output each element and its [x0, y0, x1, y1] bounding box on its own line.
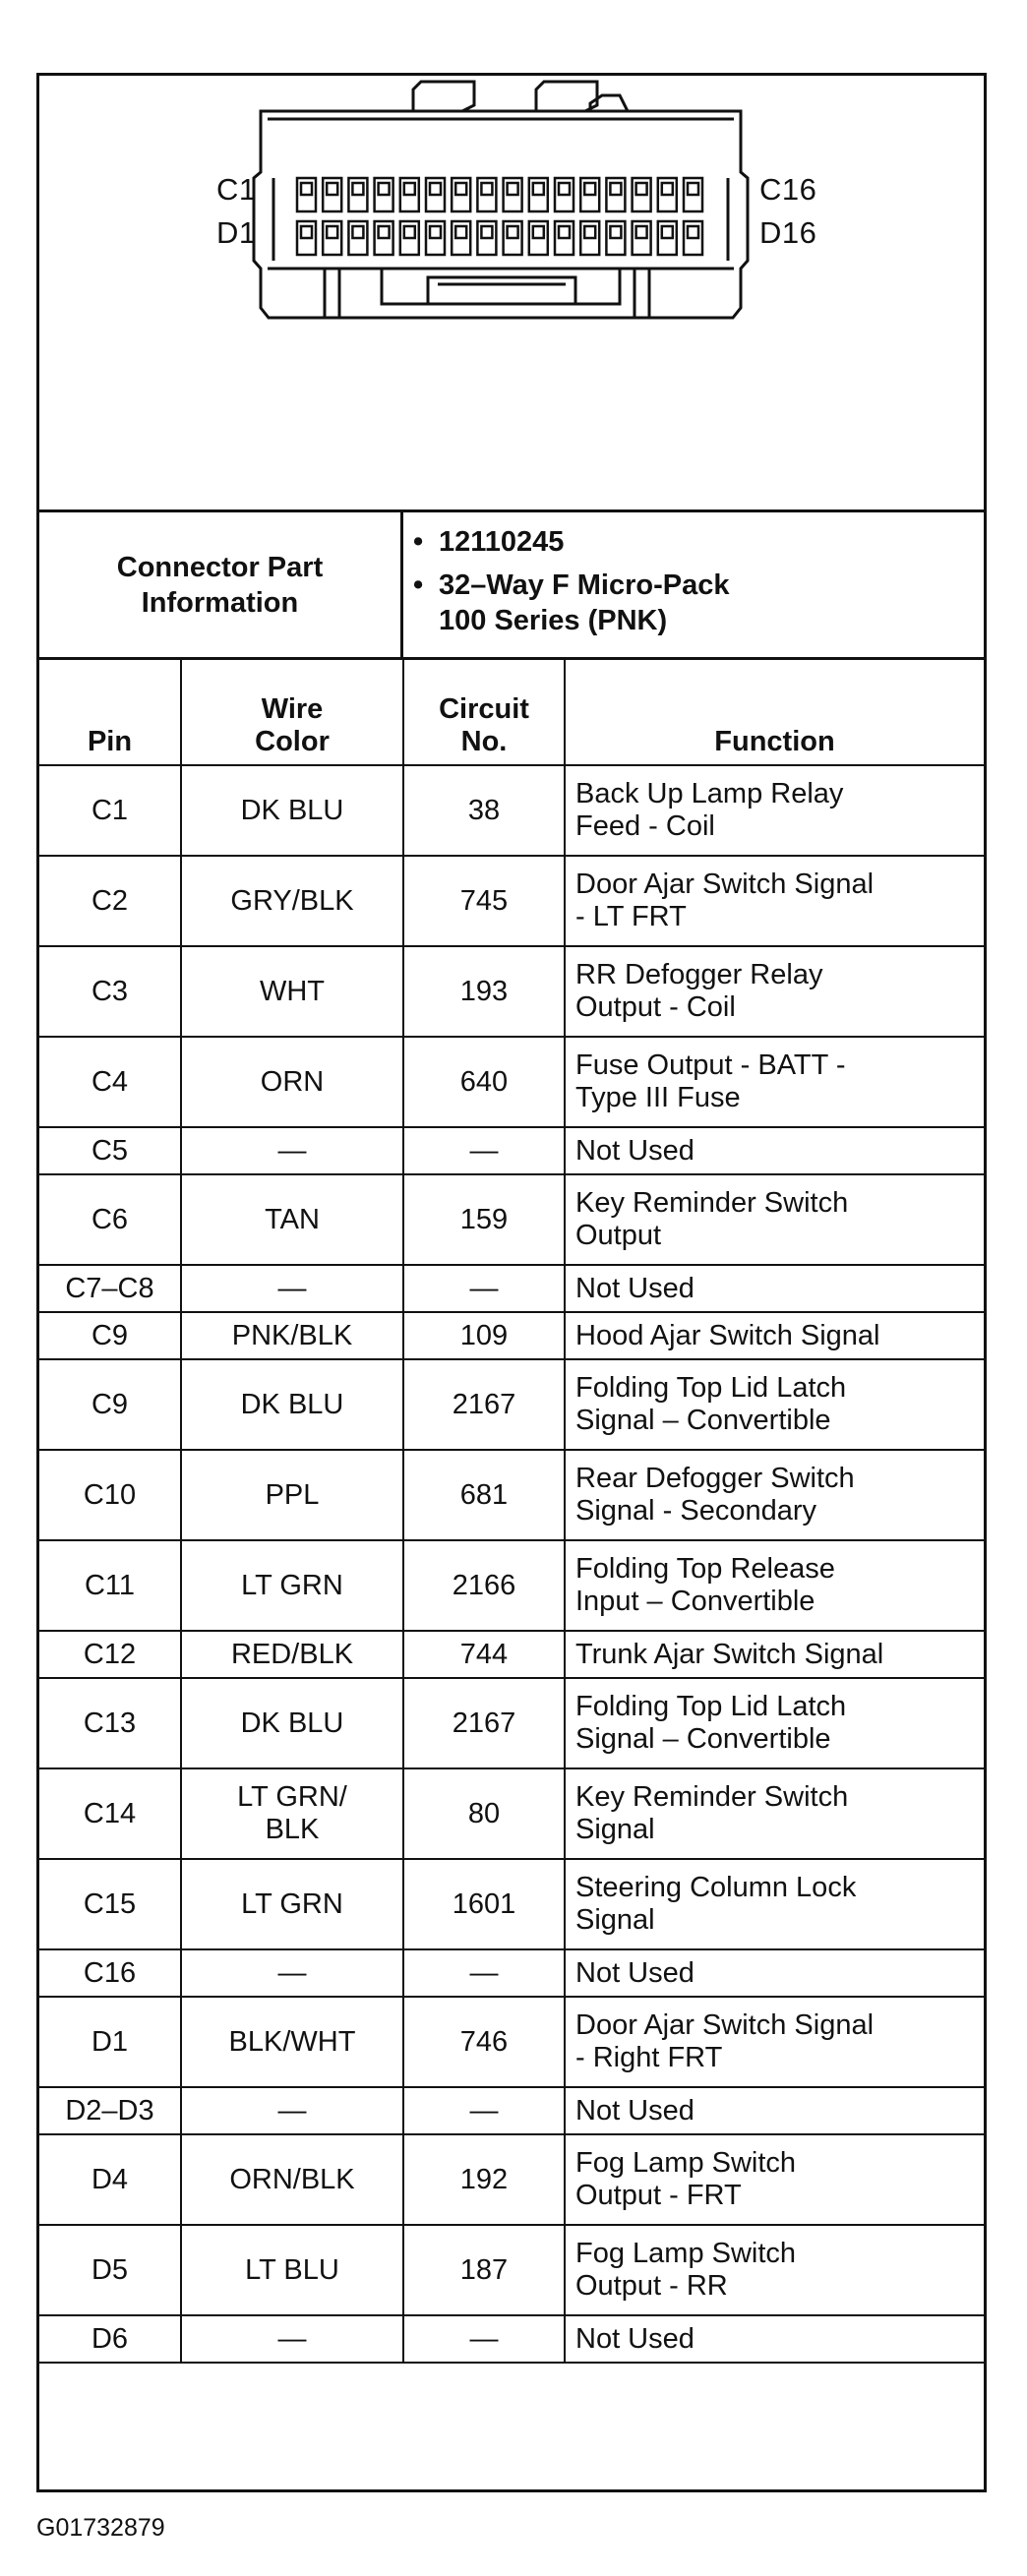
label-c1: C1	[216, 172, 257, 207]
wire-color-cell: PPL	[181, 1450, 403, 1540]
wire-color-line1: LT GRN/	[237, 1781, 347, 1813]
function-line1: Folding Top Lid Latch	[575, 1691, 847, 1722]
pin-cavity-contact	[559, 226, 570, 238]
pin-cavities	[297, 178, 702, 255]
function-line2: Signal - Secondary	[575, 1495, 817, 1527]
circuit-no-cell: 187	[403, 2225, 565, 2315]
pin-cavity-contact	[430, 183, 441, 195]
circuit-no-cell: 640	[403, 1037, 565, 1127]
wire-color-cell: —	[181, 1949, 403, 1997]
pin-cavity-contact	[404, 226, 415, 238]
header-pin: Pin	[39, 660, 181, 765]
table-row	[39, 1450, 984, 1540]
pin-cavity-contact	[584, 226, 595, 238]
pin-cell: C15	[39, 1859, 181, 1949]
header-wire-color	[181, 660, 403, 765]
info-bullets	[413, 524, 730, 638]
pin-cell: C1	[39, 765, 181, 856]
function-line1: Key Reminder Switch	[575, 1781, 849, 1813]
function-cell	[565, 1540, 984, 1631]
wire-color-cell: PNK/BLK	[181, 1312, 403, 1359]
bullet-icon: •	[413, 569, 424, 601]
pin-cavity-contact	[455, 226, 466, 238]
table-row	[39, 1678, 984, 1768]
function-line1: Back Up Lamp Relay	[575, 778, 844, 809]
wire-color-cell: LT GRN	[181, 1859, 403, 1949]
pin-cell: C13	[39, 1678, 181, 1768]
figure-id: G01732879	[36, 2514, 165, 2542]
connector-face-drawing	[39, 76, 984, 509]
table-header-row	[39, 660, 984, 765]
connector-type-line	[413, 568, 730, 638]
function-line1: Not Used	[575, 2094, 695, 2127]
circuit-no-cell: 681	[403, 1450, 565, 1540]
function-line2: Output - RR	[575, 2270, 728, 2302]
connector-type	[439, 568, 730, 638]
function-cell	[565, 1312, 984, 1359]
pin-cavity-contact	[533, 183, 544, 195]
label-d1: D1	[216, 215, 257, 250]
info-title	[39, 512, 403, 657]
pin-cell: C14	[39, 1768, 181, 1859]
table-row	[39, 946, 984, 1037]
function-line1: Key Reminder Switch	[575, 1187, 849, 1219]
pin-cavity-contact	[301, 183, 312, 195]
part-number: 12110245	[439, 526, 565, 558]
wire-color-cell: LT GRN	[181, 1540, 403, 1631]
function-cell	[565, 2087, 984, 2134]
pin-cavity-contact	[404, 183, 415, 195]
wire-color-cell: —	[181, 2315, 403, 2363]
function-cell	[565, 1127, 984, 1174]
header-circuit-no	[403, 660, 565, 765]
table-row	[39, 1265, 984, 1312]
table-row	[39, 1174, 984, 1265]
pin-cell: C11	[39, 1540, 181, 1631]
function-line1: Folding Top Release	[575, 1553, 835, 1585]
pin-cell: D2–D3	[39, 2087, 181, 2134]
bullet-icon: •	[413, 526, 424, 558]
function-cell	[565, 1265, 984, 1312]
circuit-no-cell: —	[403, 1127, 565, 1174]
pin-cell: D1	[39, 1997, 181, 2087]
table-row	[39, 765, 984, 856]
wire-color-cell: GRY/BLK	[181, 856, 403, 946]
table-row	[39, 2087, 984, 2134]
wire-color-cell: DK BLU	[181, 765, 403, 856]
pin-cell: C9	[39, 1359, 181, 1450]
pin-cell: C6	[39, 1174, 181, 1265]
pin-cavity-contact	[455, 183, 466, 195]
pin-cavity-contact	[301, 226, 312, 238]
circuit-no-cell: 2167	[403, 1359, 565, 1450]
function-line1: Not Used	[575, 1134, 695, 1167]
circuit-no-cell: 38	[403, 765, 565, 856]
table-row	[39, 1312, 984, 1359]
table-row	[39, 1127, 984, 1174]
function-line2: Input – Convertible	[575, 1586, 816, 1617]
function-line2: Output - Coil	[575, 991, 736, 1023]
connector-type-line1: 32–Way F Micro-Pack	[439, 569, 730, 601]
function-line1: Rear Defogger Switch	[575, 1463, 855, 1494]
pin-cavity-contact	[636, 226, 647, 238]
info-title-line2: Information	[141, 586, 299, 619]
pin-cavity-contact	[327, 226, 337, 238]
label-d16: D16	[759, 215, 817, 250]
wire-color-cell: ORN/BLK	[181, 2134, 403, 2225]
pin-cell: C7–C8	[39, 1265, 181, 1312]
pin-cavity-contact	[662, 226, 673, 238]
circuit-no-cell: 159	[403, 1174, 565, 1265]
wire-color-cell: WHT	[181, 946, 403, 1037]
table-row	[39, 2134, 984, 2225]
function-line1: Folding Top Lid Latch	[575, 1372, 847, 1404]
pin-cavity-contact	[584, 183, 595, 195]
header-function: Function	[565, 660, 984, 765]
circuit-no-cell: 193	[403, 946, 565, 1037]
circuit-no-cell: 1601	[403, 1859, 565, 1949]
pin-cell: C12	[39, 1631, 181, 1678]
pin-cavity-contact	[508, 183, 518, 195]
wire-color-cell: BLK/WHT	[181, 1997, 403, 2087]
function-cell	[565, 2134, 984, 2225]
circuit-no-cell: 745	[403, 856, 565, 946]
function-cell	[565, 1037, 984, 1127]
function-cell	[565, 1450, 984, 1540]
connector-part-info-row	[39, 512, 984, 660]
function-line2: - LT FRT	[575, 901, 687, 932]
function-line1: Trunk Ajar Switch Signal	[575, 1638, 884, 1670]
part-number-line	[413, 524, 730, 560]
function-line1: Not Used	[575, 1956, 695, 1989]
pin-cavity-contact	[352, 226, 363, 238]
wire-color-cell: —	[181, 2087, 403, 2134]
connector-type-line2: 100 Series (PNK)	[439, 605, 668, 636]
function-cell	[565, 1949, 984, 1997]
wire-color-cell: TAN	[181, 1174, 403, 1265]
table-row	[39, 856, 984, 946]
function-cell	[565, 1997, 984, 2087]
wire-color-cell: RED/BLK	[181, 1631, 403, 1678]
pin-cavity-contact	[636, 183, 647, 195]
pin-cavity-contact	[610, 183, 621, 195]
wire-color-cell: ORN	[181, 1037, 403, 1127]
pin-cavity-contact	[430, 226, 441, 238]
function-cell	[565, 1859, 984, 1949]
circuit-no-cell: —	[403, 1949, 565, 1997]
table-row	[39, 1768, 984, 1859]
pin-cavity-contact	[352, 183, 363, 195]
table-row	[39, 1359, 984, 1450]
pin-cell: D5	[39, 2225, 181, 2315]
circuit-no-cell: 80	[403, 1768, 565, 1859]
function-line2: Signal – Convertible	[575, 1405, 831, 1436]
function-line1: Hood Ajar Switch Signal	[575, 1319, 880, 1351]
circuit-no-cell: —	[403, 1265, 565, 1312]
function-line1: Fog Lamp Switch	[575, 2147, 797, 2179]
function-line2: Signal – Convertible	[575, 1723, 831, 1755]
function-cell	[565, 765, 984, 856]
table-row	[39, 1859, 984, 1949]
function-line1: Door Ajar Switch Signal	[575, 869, 875, 900]
function-cell	[565, 1768, 984, 1859]
wire-color-line2: BLK	[265, 1814, 320, 1845]
function-line2: Signal	[575, 1904, 655, 1936]
pin-cell: C4	[39, 1037, 181, 1127]
pin-cell: C5	[39, 1127, 181, 1174]
function-line2: Signal	[575, 1814, 655, 1845]
header-circuit-line1: Circuit	[439, 693, 529, 725]
table-row	[39, 1037, 984, 1127]
function-cell	[565, 2315, 984, 2363]
function-line2: Type III Fuse	[575, 1082, 741, 1113]
table-row	[39, 1949, 984, 1997]
function-cell	[565, 1631, 984, 1678]
pin-cavity-contact	[688, 226, 698, 238]
wire-color-cell	[181, 1768, 403, 1859]
function-line2: - Right FRT	[575, 2042, 723, 2073]
pin-cavity-contact	[481, 226, 492, 238]
wire-color-cell: —	[181, 1265, 403, 1312]
pin-table	[39, 660, 984, 2364]
pin-cavity-contact	[481, 183, 492, 195]
connector-info-sheet	[36, 73, 987, 2492]
function-line2: Output	[575, 1220, 662, 1251]
pin-cell: C10	[39, 1450, 181, 1540]
pin-cavity-contact	[688, 183, 698, 195]
circuit-no-cell: 192	[403, 2134, 565, 2225]
circuit-no-cell: 109	[403, 1312, 565, 1359]
wire-color-cell: LT BLU	[181, 2225, 403, 2315]
function-line1: Not Used	[575, 2322, 695, 2355]
function-cell	[565, 1359, 984, 1450]
circuit-no-cell: 2167	[403, 1678, 565, 1768]
pin-cavity-contact	[508, 226, 518, 238]
function-cell	[565, 2225, 984, 2315]
circuit-no-cell: 744	[403, 1631, 565, 1678]
pin-cavity-contact	[662, 183, 673, 195]
table-row	[39, 1540, 984, 1631]
function-cell	[565, 946, 984, 1037]
wire-color-cell: DK BLU	[181, 1359, 403, 1450]
circuit-no-cell: —	[403, 2087, 565, 2134]
table-row	[39, 1997, 984, 2087]
function-line1: Fog Lamp Switch	[575, 2238, 797, 2269]
label-c16: C16	[759, 172, 817, 207]
function-cell	[565, 1678, 984, 1768]
pin-cavity-contact	[533, 226, 544, 238]
function-cell	[565, 856, 984, 946]
function-line1: RR Defogger Relay	[575, 959, 823, 990]
info-title-line1: Connector Part	[116, 551, 324, 583]
pin-cavity-contact	[610, 226, 621, 238]
pin-cell: D4	[39, 2134, 181, 2225]
function-line1: Fuse Output - BATT -	[575, 1049, 846, 1081]
table-row	[39, 2225, 984, 2315]
header-wire-line2: Color	[255, 726, 330, 757]
function-line2: Feed - Coil	[575, 810, 715, 842]
wire-color-cell: DK BLU	[181, 1678, 403, 1768]
pin-cavity-contact	[559, 183, 570, 195]
pin-cell: C3	[39, 946, 181, 1037]
pin-cavity-contact	[379, 183, 390, 195]
table-row	[39, 1631, 984, 1678]
circuit-no-cell: 2166	[403, 1540, 565, 1631]
pin-cell: D6	[39, 2315, 181, 2363]
pin-cell: C2	[39, 856, 181, 946]
pin-cavity-contact	[379, 226, 390, 238]
function-line1: Steering Column Lock	[575, 1872, 857, 1903]
header-circuit-line2: No.	[460, 726, 508, 757]
pin-cell: C9	[39, 1312, 181, 1359]
pin-cell: C16	[39, 1949, 181, 1997]
pin-cavity-contact	[327, 183, 337, 195]
circuit-no-cell: —	[403, 2315, 565, 2363]
wire-color-cell: —	[181, 1127, 403, 1174]
circuit-no-cell: 746	[403, 1997, 565, 2087]
function-line1: Door Ajar Switch Signal	[575, 2009, 875, 2041]
connector-diagram-cell	[39, 76, 984, 512]
function-cell	[565, 1174, 984, 1265]
table-row	[39, 2315, 984, 2363]
header-wire-line1: Wire	[261, 693, 324, 725]
function-line1: Not Used	[575, 1272, 695, 1304]
function-line2: Output - FRT	[575, 2180, 742, 2211]
